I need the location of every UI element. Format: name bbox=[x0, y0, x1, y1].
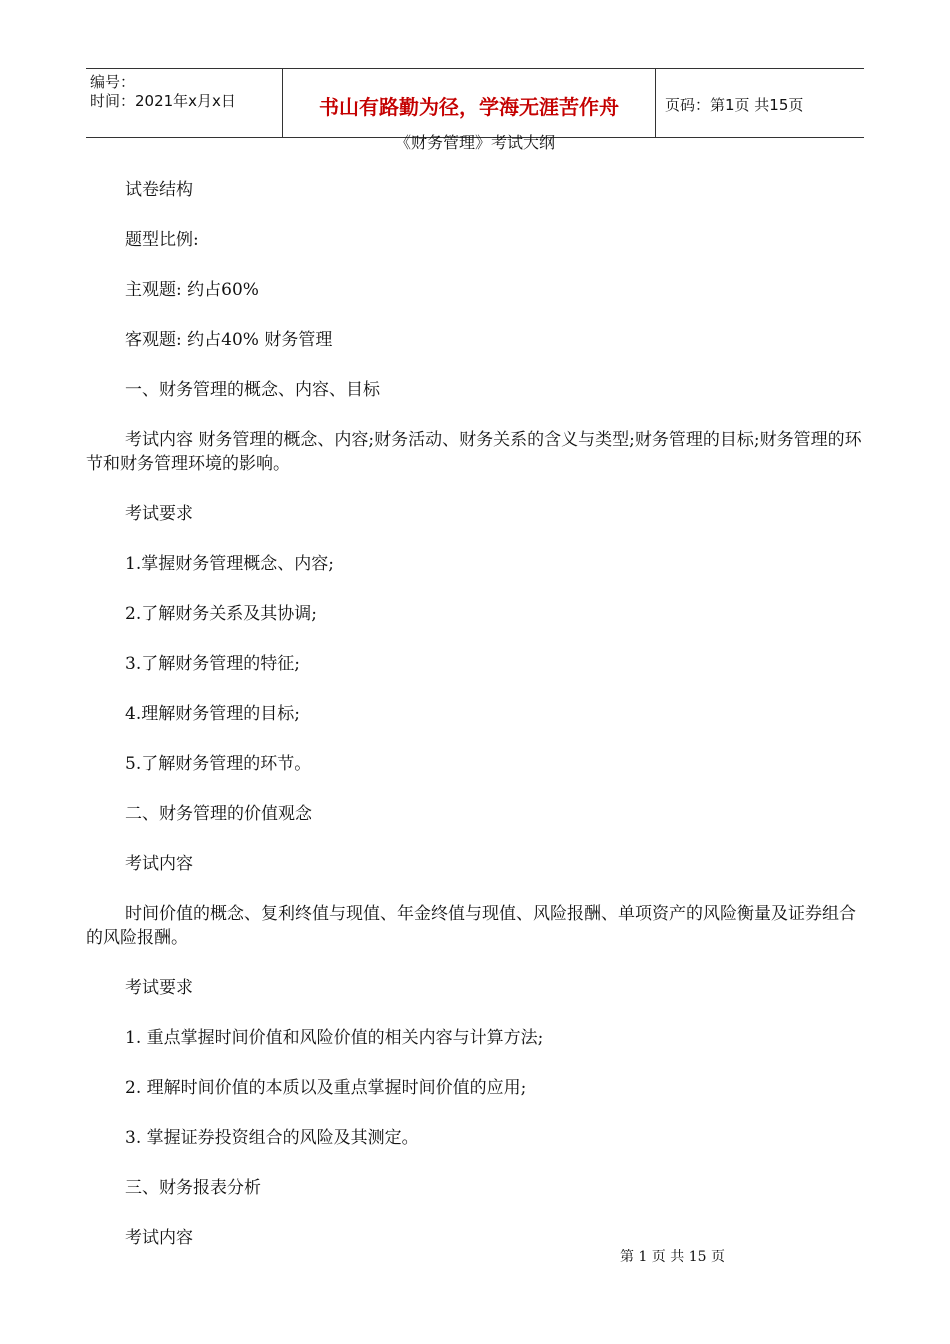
paragraph: 考试内容 bbox=[125, 1228, 193, 1248]
header-motto: 书山有路勤为径，学海无涯苦作舟 bbox=[319, 95, 619, 119]
paragraph: 客观题: 约占40% 财务管理 bbox=[125, 330, 333, 350]
header-right-cell bbox=[655, 69, 864, 137]
document-time-label: 时间：2021年x月x日 bbox=[90, 92, 236, 110]
paragraph: 考试内容 bbox=[125, 854, 193, 874]
header-page-info: 页码：第1页 共15页 bbox=[665, 96, 804, 114]
document-body bbox=[86, 178, 864, 1276]
list-item: 3. 掌握证券投资组合的风险及其测定。 bbox=[125, 1128, 419, 1148]
section-heading: 三、财务报表分析 bbox=[125, 1178, 261, 1198]
list-item: 3.了解财务管理的特征; bbox=[125, 654, 300, 674]
paragraph: 主观题: 约占60% bbox=[125, 280, 259, 300]
paragraph: 考试要求 bbox=[125, 978, 193, 998]
list-item: 1.掌握财务管理概念、内容; bbox=[125, 554, 334, 574]
list-item: 5.了解财务管理的环节。 bbox=[125, 754, 312, 774]
page-footer: 第 1 页 共 15 页 bbox=[620, 1249, 725, 1265]
list-item: 1. 重点掌握时间价值和风险价值的相关内容与计算方法; bbox=[125, 1028, 544, 1048]
list-item: 2.了解财务关系及其协调; bbox=[125, 604, 317, 624]
paragraph: 时间价值的概念、复利终值与现值、年金终值与现值、风险报酬、单项资产的风险衡量及证券组合的风险报酬。 bbox=[86, 904, 856, 948]
paragraph: 试卷结构 bbox=[125, 180, 193, 200]
paragraph: 考试内容 财务管理的概念、内容;财务活动、财务关系的含义与类型;财务管理的目标;财务管理的环节和财务管理环境的影响。 bbox=[86, 430, 862, 474]
page-header bbox=[86, 68, 864, 138]
header-left-cell bbox=[86, 69, 282, 137]
list-item: 2. 理解时间价值的本质以及重点掌握时间价值的应用; bbox=[125, 1078, 527, 1098]
paragraph: 题型比例: bbox=[125, 230, 199, 250]
list-item: 4.理解财务管理的目标; bbox=[125, 704, 300, 724]
section-heading: 二、财务管理的价值观念 bbox=[125, 804, 312, 824]
document-title: 《财务管理》考试大纲 bbox=[394, 133, 555, 152]
section-heading: 一、财务管理的概念、内容、目标 bbox=[125, 380, 380, 400]
document-number-label: 编号： bbox=[90, 73, 136, 91]
header-middle-cell bbox=[282, 69, 656, 137]
paragraph: 考试要求 bbox=[125, 504, 193, 524]
